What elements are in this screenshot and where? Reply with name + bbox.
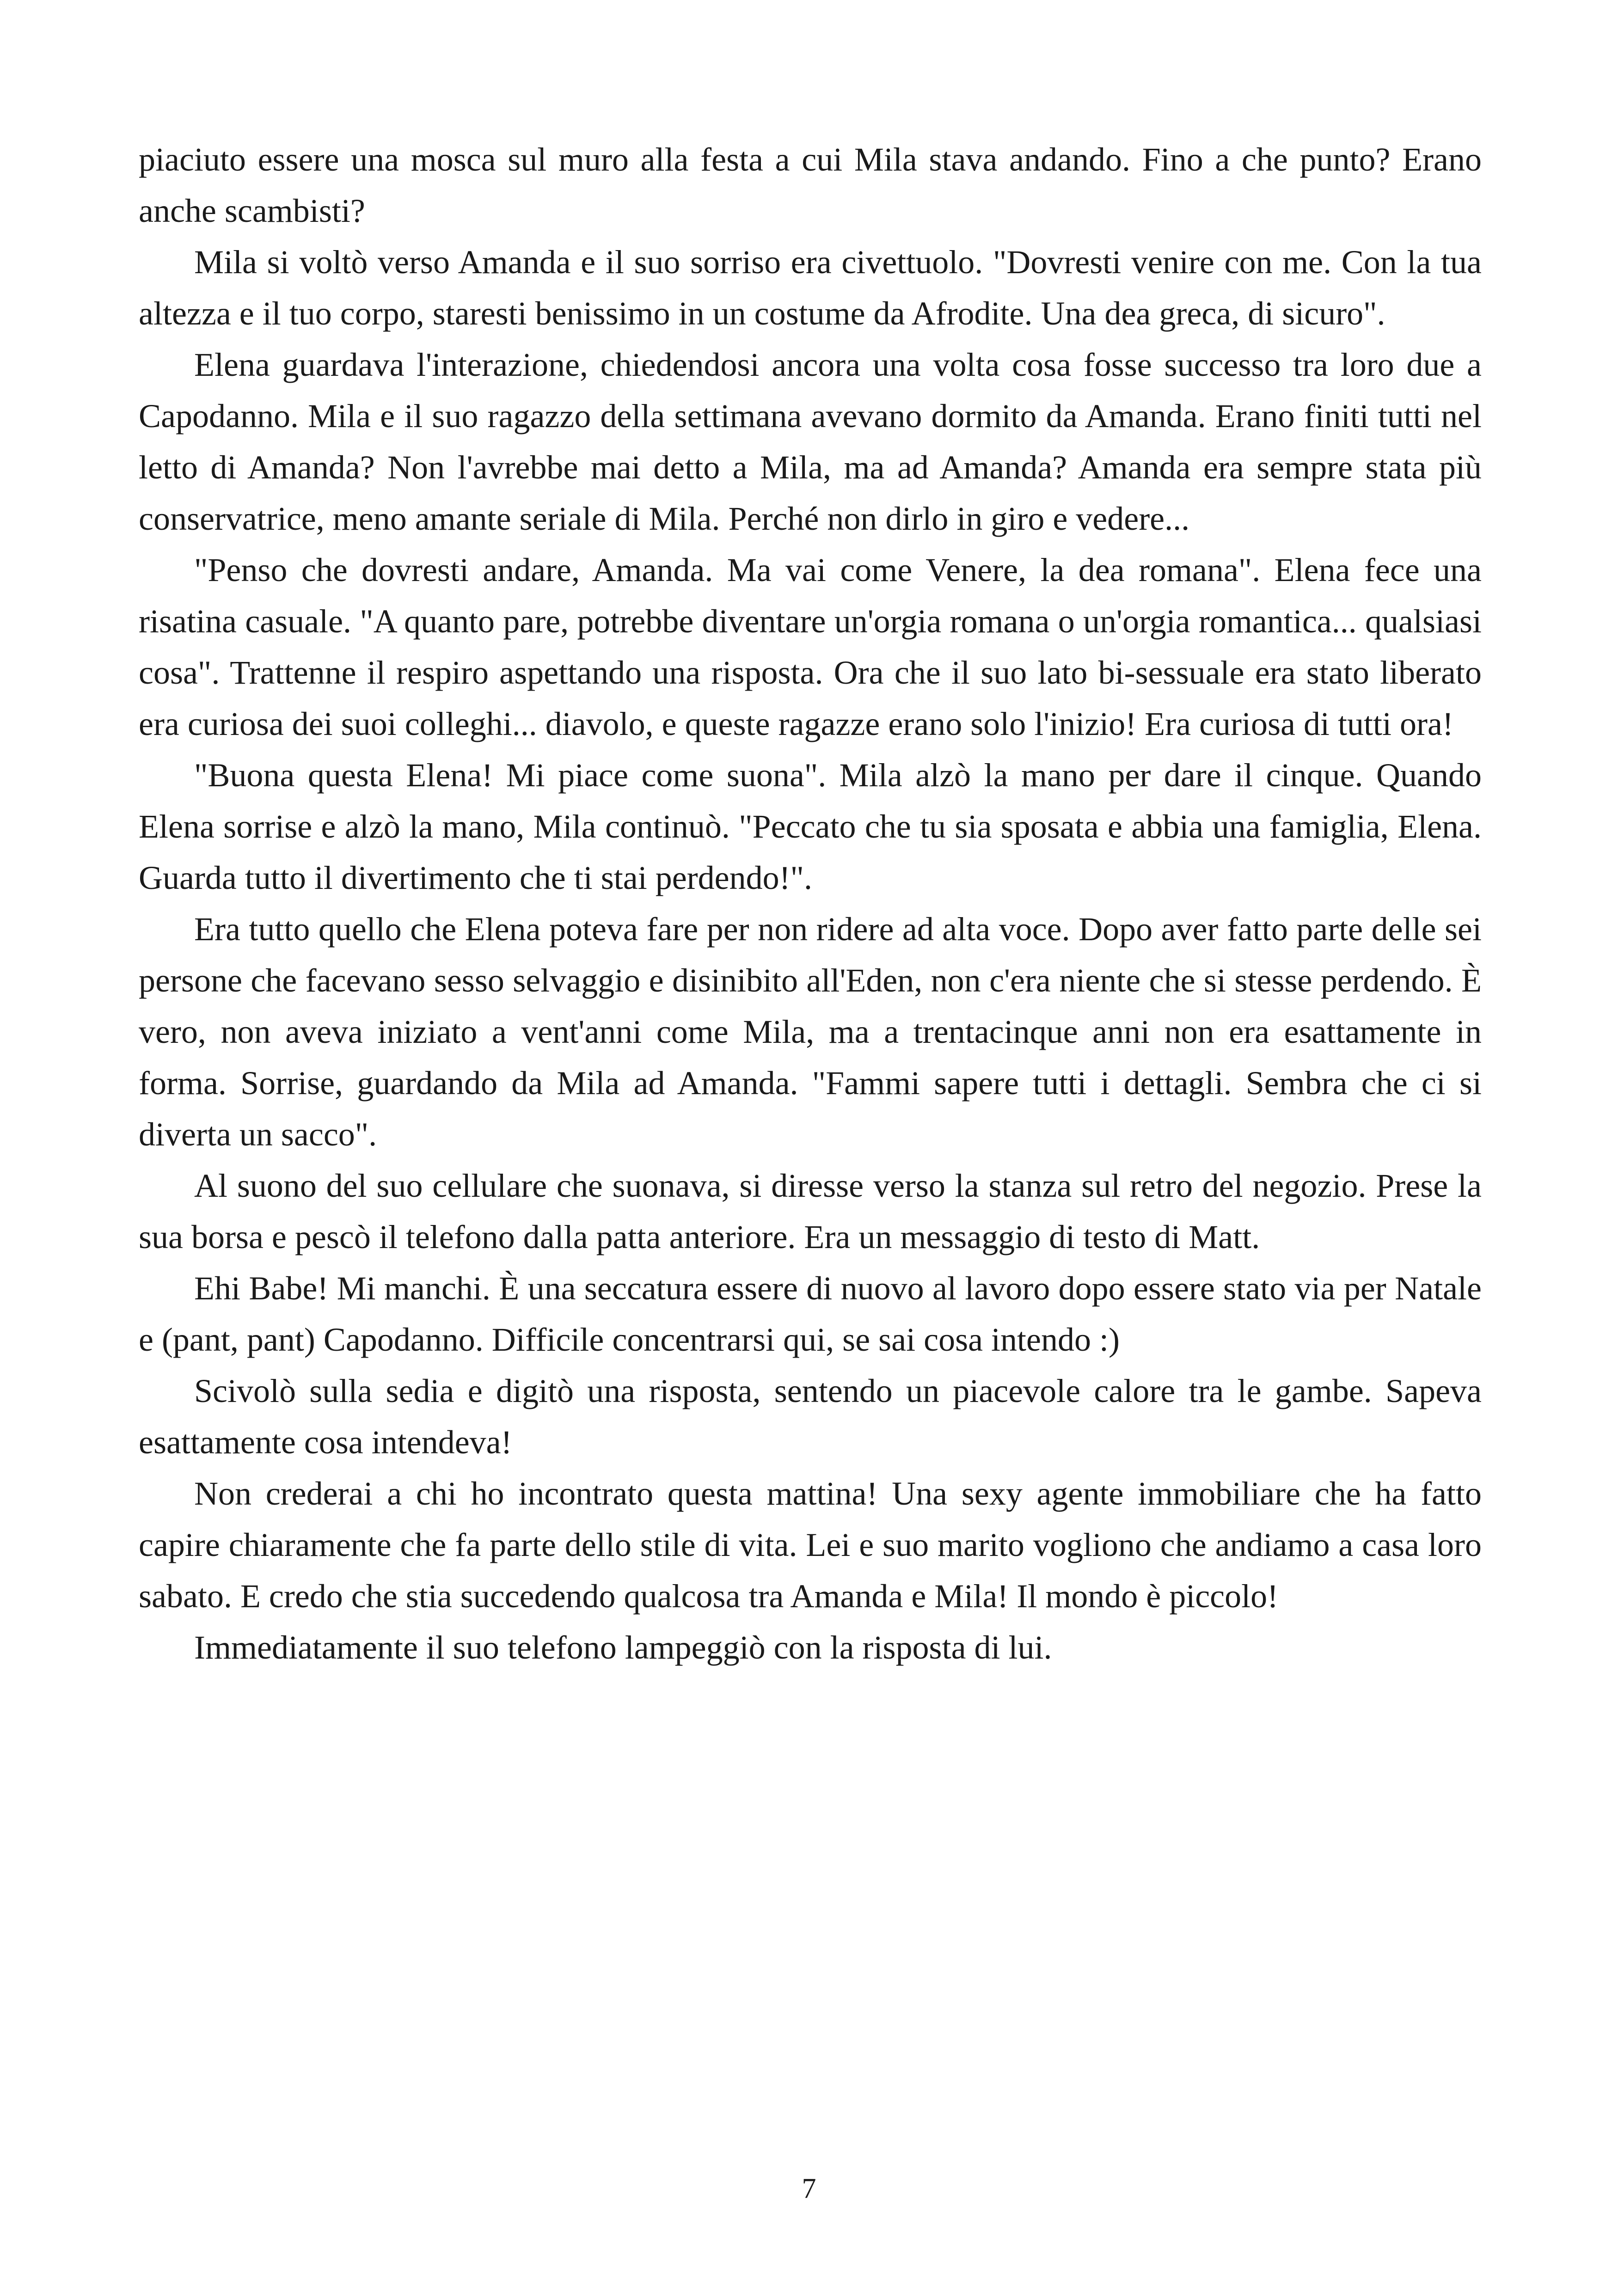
paragraph: Scivolò sulla sedia e digitò una risposta, sentendo un piacevole calore tra le gambe. Sapeva esattamente cosa intendeva! [139, 1372, 1482, 1461]
paragraph: "Penso che dovresti andare, Amanda. Ma vai come Venere, la dea romana". Elena fece una risatina casuale. "A quanto pare, potrebbe diventare un'orgia romana o un'orgia romantica... qualsiasi cosa". Trattenne il respiro aspettando una risposta. Ora che il suo lato bi-sessuale era stato liberato era curiosa dei suoi colleghi... diavolo, e queste ragazze erano solo l'inizio! Era curiosa di tutti ora! [139, 551, 1482, 742]
paragraph: Immediatamente il suo telefono lampeggiò con la risposta di lui. [194, 1629, 1052, 1666]
paragraph: Non crederai a chi ho incontrato questa mattina! Una sexy agente immobiliare che ha fatto capire chiaramente che fa parte dello stile di vita. Lei e suo marito vogliono che andiamo a casa loro sabato. E credo che stia succedendo qualcosa tra Amanda e Mila! Il mondo è piccolo! [139, 1475, 1482, 1615]
page-number: 7 [802, 2173, 816, 2204]
paragraph: Era tutto quello che Elena poteva fare per non ridere ad alta voce. Dopo aver fatto parte delle sei persone che facevano sesso selvaggio e disinibito all'Eden, non c'era niente che si stesse perdendo. È vero, non aveva iniziato a vent'anni come Mila, ma a trentacinque anni non era esattamente in forma. Sorrise, guardando da Mila ad Amanda. "Fammi sapere tutti i dettagli. Sembra che ci si diverta un sacco". [139, 911, 1482, 1153]
body-text [139, 134, 1482, 1673]
paragraph: piaciuto essere una mosca sul muro alla festa a cui Mila stava andando. Fino a che punto? Erano anche scambisti? [139, 141, 1482, 229]
paragraph: Al suono del suo cellulare che suonava, si diresse verso la stanza sul retro del negozio. Prese la sua borsa e pescò il telefono dalla patta anteriore. Era un messaggio di testo di Matt. [139, 1167, 1482, 1255]
paragraph: Elena guardava l'interazione, chiedendosi ancora una volta cosa fosse successo tra loro due a Capodanno. Mila e il suo ragazzo della settimana avevano dormito da Amanda. Erano finiti tutti nel letto di Amanda? Non l'avrebbe mai detto a Mila, ma ad Amanda? Amanda era sempre stata più conservatrice, meno amante seriale di Mila. Perché non dirlo in giro e vedere... [139, 346, 1482, 537]
paragraph: "Buona questa Elena! Mi piace come suona". Mila alzò la mano per dare il cinque. Quando Elena sorrise e alzò la mano, Mila continuò. "Peccato che tu sia sposata e abbia una famiglia, Elena. Guarda tutto il divertimento che ti stai perdendo!". [139, 757, 1482, 896]
paragraph: Ehi Babe! Mi manchi. È una seccatura essere di nuovo al lavoro dopo essere stato via per Natale e (pant, pant) Capodanno. Difficile concentrarsi qui, se sai cosa intendo :) [139, 1270, 1482, 1358]
paragraph: Mila si voltò verso Amanda e il suo sorriso era civettuolo. "Dovresti venire con me. Con la tua altezza e il tuo corpo, staresti benissimo in un costume da Afrodite. Una dea greca, di sicuro". [139, 244, 1482, 332]
